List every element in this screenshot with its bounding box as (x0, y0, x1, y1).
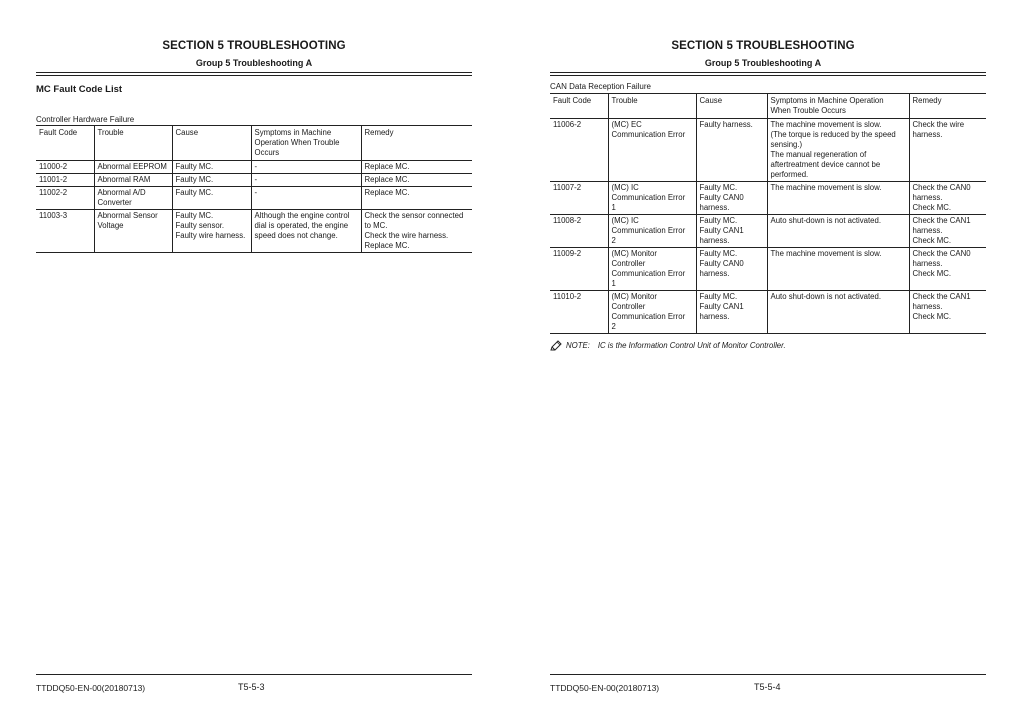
trouble-cell: (MC) EC Communication Error (608, 119, 696, 182)
table-header-row (36, 126, 472, 161)
symptoms-cell: Auto shut-down is not activated. (767, 215, 909, 248)
fault-code-cell: 11006-2 (553, 120, 582, 129)
fault-code-cell: 11008-2 (553, 216, 582, 225)
fault-code-cell: 11009-2 (553, 249, 582, 258)
group-title: Group 5 Troubleshooting A (195, 58, 313, 68)
table-row (550, 291, 986, 334)
left-page (0, 0, 508, 725)
note-text: IC is the Information Control Unit of Monitor Controller. (597, 341, 786, 350)
trouble-cell: Abnormal Sensor Voltage (94, 210, 172, 253)
note (550, 340, 786, 351)
page-number: T5-5-4 (754, 682, 781, 692)
pencil-icon (550, 340, 562, 351)
col-header-trouble: Trouble (608, 94, 696, 119)
table-row (550, 182, 986, 215)
trouble-cell: (MC) Monitor Controller Communication Error 2 (608, 291, 696, 334)
col-header-trouble: Trouble (94, 126, 172, 161)
trouble-cell: Abnormal EEPROM (94, 161, 172, 174)
col-header-remedy: Remedy (361, 126, 472, 161)
symptoms-cell: The machine movement is slow. (767, 248, 909, 291)
trouble-cell: Abnormal RAM (94, 174, 172, 187)
table-row (550, 215, 986, 248)
fault-code-list-heading: MC Fault Code List (36, 84, 123, 95)
fault-code-cell: 11003-3 (39, 211, 68, 220)
cause-cell: Faulty harness. (696, 119, 767, 182)
table-row (550, 119, 986, 182)
fault-code-cell: 11000-2 (39, 162, 68, 171)
symptoms-cell: Although the engine control dial is operated, the engine speed does not change. (251, 210, 361, 253)
col-header-fault-code: Fault Code (553, 96, 592, 105)
footer-rule (36, 674, 472, 675)
section-title: SECTION 5 TROUBLESHOOTING (162, 40, 346, 52)
remedy-cell: Check the CAN1 harness. Check MC. (909, 215, 986, 248)
symptoms-cell: The machine movement is slow. (The torque is reduced by the speed sensing.) The manual regeneration of aftertreatment device cannot be performed. (767, 119, 909, 182)
fault-code-cell: 11007-2 (553, 183, 582, 192)
remedy-cell: Check the CAN1 harness. Check MC. (909, 291, 986, 334)
symptoms-cell: - (251, 187, 361, 210)
right-page (509, 0, 1017, 725)
trouble-cell: (MC) IC Communication Error 2 (608, 215, 696, 248)
trouble-cell: (MC) Monitor Controller Communication Error 1 (608, 248, 696, 291)
note-label: NOTE: (566, 341, 590, 350)
col-header-fault-code: Fault Code (39, 128, 78, 137)
header-rule (36, 72, 472, 76)
table-row (36, 210, 472, 253)
cause-cell: Faulty MC. (172, 187, 251, 210)
cause-cell: Faulty MC. Faulty CAN0 harness. (696, 182, 767, 215)
controller-hardware-failure-table (36, 125, 472, 253)
table-row (36, 174, 472, 187)
remedy-cell: Check the wire harness. (909, 119, 986, 182)
cause-cell: Faulty MC. Faulty CAN1 harness. (696, 291, 767, 334)
group-title: Group 5 Troubleshooting A (704, 58, 822, 68)
col-header-symptoms: Symptoms in Machine Operation When Trouble Occurs (251, 126, 361, 161)
remedy-cell: Replace MC. (361, 161, 472, 174)
trouble-cell: Abnormal A/D Converter (94, 187, 172, 210)
fault-code-cell: 11010-2 (553, 292, 582, 301)
page-number: T5-5-3 (238, 682, 265, 692)
remedy-cell: Check the sensor connected to MC. Check the wire harness. Replace MC. (361, 210, 472, 253)
cause-cell: Faulty MC. Faulty CAN1 harness. (696, 215, 767, 248)
remedy-cell: Check the CAN0 harness. Check MC. (909, 248, 986, 291)
cause-cell: Faulty MC. Faulty CAN0 harness. (696, 248, 767, 291)
symptoms-cell: - (251, 174, 361, 187)
symptoms-cell: - (251, 161, 361, 174)
fault-code-cell: 11002-2 (39, 188, 68, 197)
remedy-cell: Replace MC. (361, 174, 472, 187)
trouble-cell: (MC) IC Communication Error 1 (608, 182, 696, 215)
col-header-remedy: Remedy (909, 94, 986, 119)
col-header-cause: Cause (172, 126, 251, 161)
cause-cell: Faulty MC. (172, 174, 251, 187)
col-header-cause: Cause (696, 94, 767, 119)
cause-cell: Faulty MC. Faulty sensor. Faulty wire harness. (172, 210, 251, 253)
table-caption: CAN Data Reception Failure (550, 82, 651, 91)
table-row (36, 187, 472, 210)
footer-rule (550, 674, 986, 675)
document-id: TTDDQ50-EN-00(20180713) (36, 683, 146, 693)
header-rule (550, 72, 986, 76)
col-header-symptoms: Symptoms in Machine Operation When Trouble Occurs (767, 94, 909, 119)
cause-cell: Faulty MC. (172, 161, 251, 174)
table-header-row (550, 94, 986, 119)
table-row (550, 248, 986, 291)
section-title: SECTION 5 TROUBLESHOOTING (671, 40, 855, 52)
table-row (36, 161, 472, 174)
can-data-reception-failure-table (550, 93, 986, 334)
table-caption: Controller Hardware Failure (36, 115, 135, 124)
symptoms-cell: Auto shut-down is not activated. (767, 291, 909, 334)
remedy-cell: Check the CAN0 harness. Check MC. (909, 182, 986, 215)
fault-code-cell: 11001-2 (39, 175, 68, 184)
remedy-cell: Replace MC. (361, 187, 472, 210)
document-id: TTDDQ50-EN-00(20180713) (550, 683, 660, 693)
symptoms-cell: The machine movement is slow. (767, 182, 909, 215)
